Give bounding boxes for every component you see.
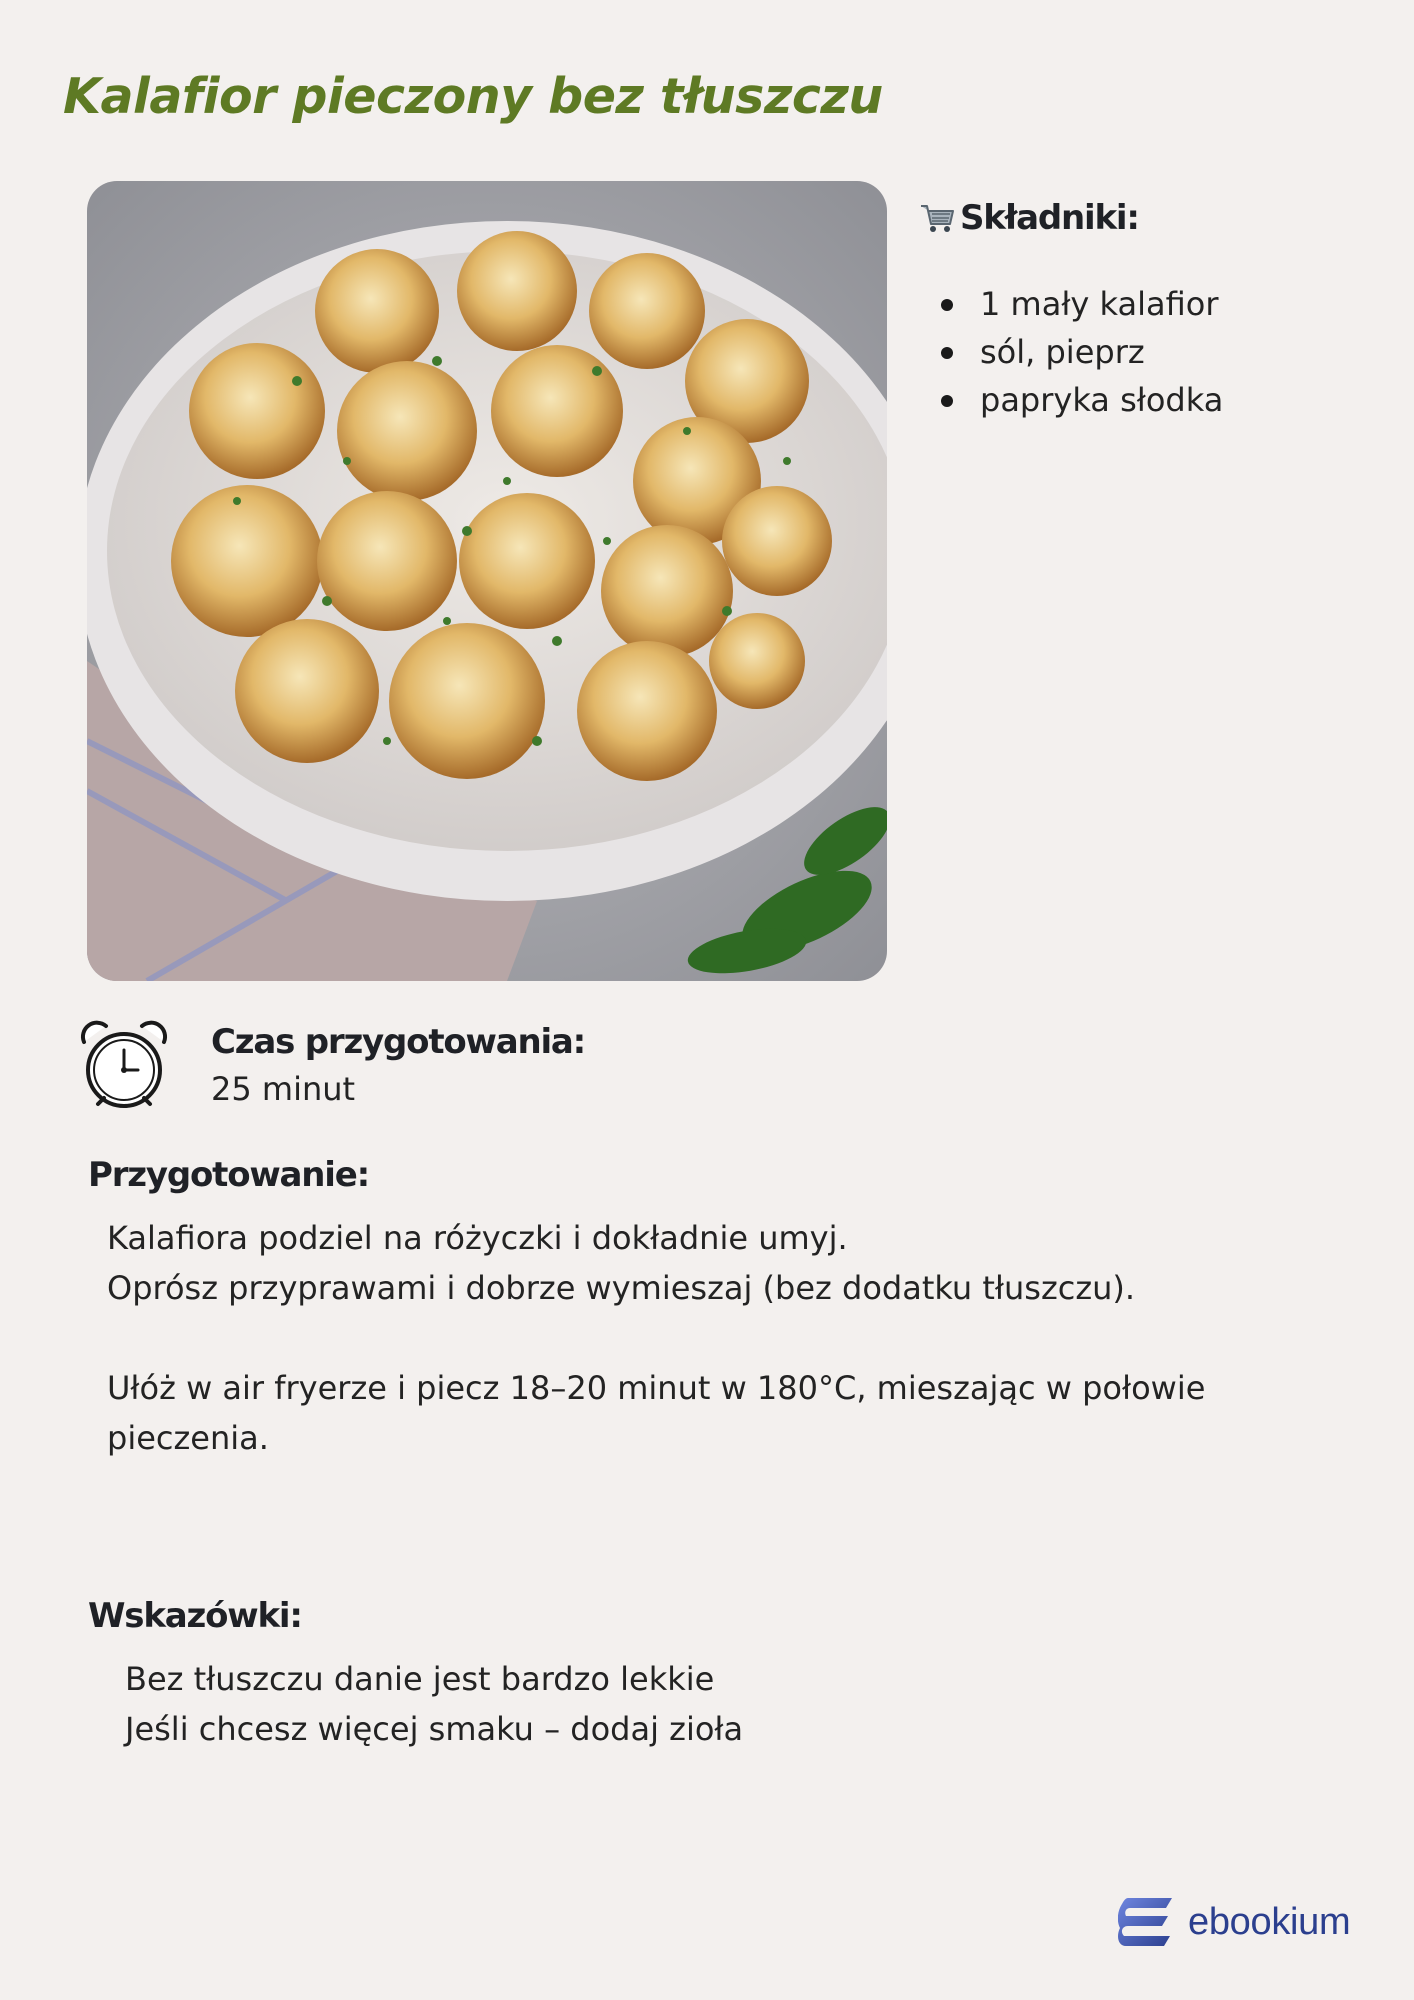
tips-heading: Wskazówki:	[88, 1596, 302, 1636]
prep-time-value: 25 minut	[211, 1070, 356, 1108]
list-item: 1 mały kalafior	[930, 280, 1223, 328]
list-item: sól, pieprz	[930, 328, 1223, 376]
ingredients-list	[930, 280, 1223, 424]
prep-time-label: Czas przygotowania:	[211, 1022, 586, 1062]
list-item: papryka słodka	[930, 376, 1223, 424]
recipe-title: Kalafior pieczony bez tłuszczu	[63, 68, 883, 125]
cauliflower-photo	[87, 181, 887, 981]
preparation-heading: Przygotowanie:	[88, 1155, 370, 1195]
ebookium-logo-mark	[1118, 1896, 1178, 1948]
ingredients-heading-label: Składniki:	[960, 198, 1139, 238]
alarm-clock-icon	[76, 1018, 172, 1114]
tip-line: Jeśli chcesz więcej smaku – dodaj zioła	[125, 1710, 744, 1748]
preparation-text	[107, 1213, 1287, 1463]
tip-line: Bez tłuszczu danie jest bardzo lekkie	[125, 1660, 715, 1698]
preparation-line: Kalafiora podziel na różyczki i dokładnie umyj.	[107, 1219, 848, 1257]
tips-text	[125, 1654, 743, 1754]
preparation-line: Oprósz przyprawami i dobrze wymieszaj (bez dodatku tłuszczu).	[107, 1269, 1136, 1307]
brand-logo	[1118, 1896, 1350, 1948]
paragraph-gap	[107, 1313, 1287, 1363]
preparation-line: pieczenia.	[107, 1419, 269, 1457]
preparation-line: Ułóż w air fryerze i piecz 18–20 minut w 180°C, mieszając w połowie	[107, 1369, 1206, 1407]
ingredients-heading	[918, 198, 1139, 238]
brand-name: ebookium	[1188, 1900, 1351, 1943]
shopping-cart-icon	[918, 198, 958, 238]
